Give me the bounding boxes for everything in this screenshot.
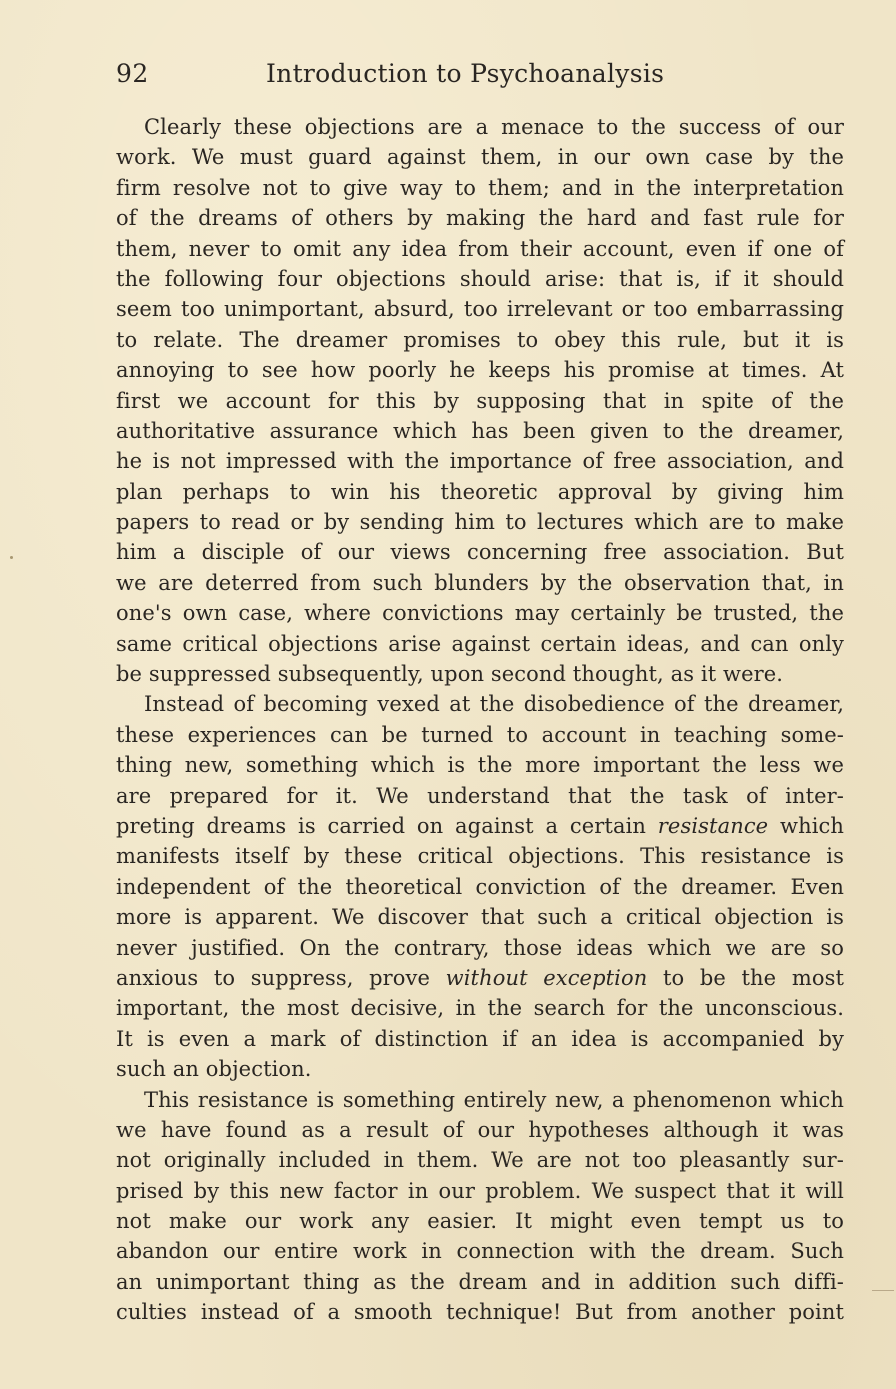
text-line xyxy=(116,902,844,932)
text-run: to relate. The dreamer promises to obey this rule, but it is xyxy=(116,327,844,352)
text-run: culties instead of a smooth technique! But from another point xyxy=(116,1300,844,1325)
text-run: Clearly these objections are a menace to the success of our xyxy=(144,115,844,139)
text-line xyxy=(116,446,844,476)
text-run: It is even a mark of distinction if an idea is accompanied by xyxy=(116,1026,844,1051)
text-run: not originally included in them. We are not too pleasantly sur- xyxy=(116,1148,844,1173)
body-text xyxy=(116,112,844,1328)
text-line xyxy=(116,1297,844,1327)
text-line xyxy=(116,811,844,841)
text-line xyxy=(116,1236,844,1266)
text-line xyxy=(116,659,844,689)
text-line xyxy=(116,841,844,871)
text-run: firm resolve not to give way to them; and in the interpretation xyxy=(116,175,844,200)
text-run: plan perhaps to win his theoretic approval by giving him xyxy=(116,479,844,504)
text-run: same critical objections arise against certain ideas, and can only xyxy=(116,631,844,656)
text-line xyxy=(116,234,844,264)
text-line xyxy=(116,993,844,1023)
text-run: we are deterred from such blunders by the observation that, in xyxy=(116,570,844,595)
text-run: authoritative assurance which has been given to the dreamer, xyxy=(116,418,844,443)
text-line xyxy=(116,1206,844,1236)
text-line xyxy=(116,294,844,324)
text-run: an unimportant thing as the dream and in addition such diffi- xyxy=(116,1269,844,1294)
text-line xyxy=(116,598,844,628)
text-line xyxy=(116,1085,844,1115)
text-line xyxy=(116,264,844,294)
text-run: he is not impressed with the importance of free association, and xyxy=(116,449,844,474)
text-run: prised by this new factor in our problem. We suspect that it will xyxy=(116,1178,844,1203)
running-head xyxy=(116,54,844,94)
text-run: papers to read or by sending him to lectures which are to make xyxy=(116,510,844,535)
text-run: seem too unimportant, absurd, too irrelevant or too embarrassing xyxy=(116,297,844,322)
text-line xyxy=(116,781,844,811)
text-run: of the dreams of others by making the hard and fast rule for xyxy=(116,206,844,231)
text-line xyxy=(116,872,844,902)
text-line xyxy=(116,355,844,385)
text-run: first we account for this by supposing that in spite of the xyxy=(116,388,844,413)
text-run: such an objection. xyxy=(116,1057,312,1082)
text-line xyxy=(116,689,844,719)
paper-speck xyxy=(10,556,13,559)
text-run: not make our work any easier. It might even tempt us to xyxy=(116,1209,844,1234)
text-run: him a disciple of our views concerning free association. But xyxy=(116,540,844,565)
text-line xyxy=(116,142,844,172)
text-line xyxy=(116,1267,844,1297)
text-run: independent of the theoretical conviction of the dreamer. Even xyxy=(116,874,844,899)
text-run: important, the most decisive, in the search for the unconscious. xyxy=(116,996,844,1021)
text-line xyxy=(116,933,844,963)
text-line xyxy=(116,386,844,416)
text-line xyxy=(116,112,844,142)
text-run: are prepared for it. We understand that the task of inter- xyxy=(116,783,844,808)
page-number: 92 xyxy=(116,59,149,88)
text-line xyxy=(116,173,844,203)
text-line xyxy=(116,325,844,355)
text-line xyxy=(116,1054,844,1084)
text-run: we have found as a result of our hypotheses although it was xyxy=(116,1117,844,1142)
text-line xyxy=(116,750,844,780)
text-line xyxy=(116,537,844,567)
running-title: Introduction to Psychoanalysis xyxy=(266,59,665,88)
text-run: the following four objections should arise: that is, if it should xyxy=(116,266,844,291)
text-line xyxy=(116,507,844,537)
text-line xyxy=(116,1145,844,1175)
text-run: be suppressed subsequently, upon second thought, as it were. xyxy=(116,662,784,687)
text-line xyxy=(116,629,844,659)
text-line xyxy=(116,1115,844,1145)
text-line xyxy=(116,568,844,598)
text-line xyxy=(116,963,844,993)
italic-text: without exception xyxy=(445,965,648,990)
italic-text: resistance xyxy=(657,813,769,838)
text-run: which xyxy=(768,813,845,838)
margin-mark xyxy=(872,1290,894,1291)
text-run: them, never to omit any idea from their account, even if one of xyxy=(116,236,844,261)
text-run: anxious to suppress, prove xyxy=(116,965,446,990)
text-run: This resistance is something entirely new, a phenomenon which xyxy=(144,1087,844,1112)
text-run: thing new, something which is the more important the less we xyxy=(116,753,844,778)
text-line xyxy=(116,203,844,233)
text-line xyxy=(116,477,844,507)
text-run: preting dreams is carried on against a certain xyxy=(116,813,658,838)
text-line xyxy=(116,720,844,750)
text-run: abandon our entire work in connection with the dream. Such xyxy=(116,1239,844,1264)
text-run: manifests itself by these critical objections. This resistance is xyxy=(116,844,844,869)
text-run: to be the most xyxy=(647,965,844,990)
text-run: annoying to see how poorly he keeps his promise at times. At xyxy=(116,358,844,383)
text-run: one's own case, where convictions may certainly be trusted, the xyxy=(116,601,844,626)
text-run: Instead of becoming vexed at the disobedience of the dreamer, xyxy=(144,692,844,717)
text-line xyxy=(116,1024,844,1054)
text-run: never justified. On the contrary, those ideas which we are so xyxy=(116,935,844,960)
text-line xyxy=(116,416,844,446)
text-run: these experiences can be turned to account in teaching some- xyxy=(116,722,844,747)
text-line xyxy=(116,1176,844,1206)
text-run: more is apparent. We discover that such a critical objection is xyxy=(116,905,844,930)
text-run: work. We must guard against them, in our own case by the xyxy=(116,145,844,170)
